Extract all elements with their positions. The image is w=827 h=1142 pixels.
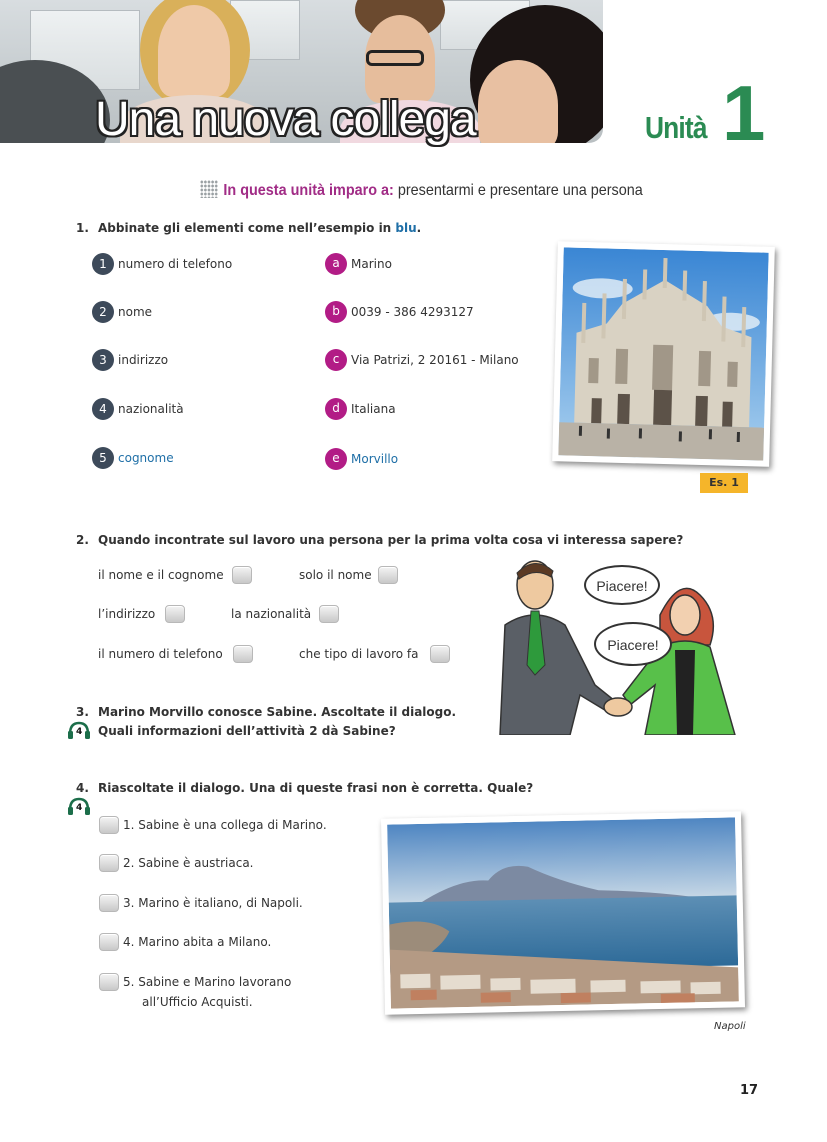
match-option-b-text: 0039 - 386 4293127 <box>351 305 474 319</box>
exercise-4-instruction: Riascoltate il dialogo. Una di queste frasi non è corretta. Quale? <box>98 781 534 795</box>
match-option-c-text: Via Patrizi, 2 20161 - Milano <box>351 353 519 367</box>
checkbox-statement-1[interactable] <box>99 816 119 834</box>
learning-objective <box>200 180 643 200</box>
napoli-photo <box>381 811 745 1014</box>
match-option-a-text: Marino <box>351 257 392 271</box>
exercise-1-instruction <box>98 221 421 235</box>
checkbox-indirizzo[interactable] <box>165 605 185 623</box>
objective-text: presentarmi e presentare una persona <box>397 182 643 199</box>
checkbox-nazionalita[interactable] <box>319 605 339 623</box>
statement-3: 3. Marino è italiano, di Napoli. <box>123 896 303 910</box>
exercise-2-number: 2. <box>76 533 89 547</box>
checkbox-statement-5[interactable] <box>99 973 119 991</box>
letter-badge: b <box>325 301 347 323</box>
audio-track-icon[interactable] <box>67 796 91 816</box>
number-badge: 4 <box>92 398 114 420</box>
option-indirizzo: l’indirizzo <box>98 607 156 621</box>
speech-bubble-left: Piacere! <box>584 565 660 605</box>
number-badge: 5 <box>92 447 114 469</box>
match-item-2 <box>92 301 114 323</box>
match-item-1 <box>92 253 114 275</box>
track-number: 4 <box>76 727 83 737</box>
glasses-icon <box>366 50 424 66</box>
match-item-3-text: indirizzo <box>118 353 169 367</box>
checkbox-statement-2[interactable] <box>99 854 119 872</box>
match-item-4 <box>92 398 114 420</box>
option-tipo-lavoro: che tipo di lavoro fa <box>299 647 419 661</box>
letter-badge: c <box>325 349 347 371</box>
number-badge: 3 <box>92 349 114 371</box>
letter-badge: a <box>325 253 347 275</box>
letter-badge: d <box>325 398 347 420</box>
objective-label: In questa unità imparo a: <box>223 182 394 199</box>
unit-label: Unità <box>645 110 707 145</box>
checkbox-numero-telefono[interactable] <box>233 645 253 663</box>
statement-2: 2. Sabine è austriaca. <box>123 856 254 870</box>
exercise-3-line-1: Marino Morvillo conosce Sabine. Ascoltate il dialogo. <box>98 705 457 719</box>
statement-4: 4. Marino abita a Milano. <box>123 935 272 949</box>
option-numero-telefono: il numero di telefono <box>98 647 223 661</box>
statement-5: 5. Sabine e Marino lavorano <box>123 975 292 989</box>
audio-track-icon[interactable] <box>67 720 91 740</box>
unit-number: 1 <box>722 69 766 157</box>
exercise-tag: Es. 1 <box>700 473 748 493</box>
match-option-e <box>325 448 347 470</box>
exercise-4-number: 4. <box>76 781 89 795</box>
match-item-2-text: nome <box>118 305 153 319</box>
match-item-5-text: cognome <box>118 451 174 465</box>
checkbox-nome-cognome[interactable] <box>232 566 252 584</box>
instruction-text: Abbinate gli elementi come nell’esempio in <box>98 221 392 235</box>
photo-caption: Napoli <box>714 1021 746 1032</box>
checkbox-statement-4[interactable] <box>99 933 119 951</box>
exercise-3-line-2: Quali informazioni dell’attività 2 dà Sabine? <box>98 724 396 738</box>
checkbox-solo-nome[interactable] <box>378 566 398 584</box>
match-item-5 <box>92 447 114 469</box>
person-face <box>478 60 558 143</box>
exercise-3-number: 3. <box>76 705 89 719</box>
exercise-2-instruction: Quando incontrate sul lavoro una persona per la prima volta cosa vi interessa sapere? <box>98 533 684 547</box>
match-option-a <box>325 253 347 275</box>
page-title: Una nuova collega <box>95 93 476 146</box>
instruction-highlight: blu <box>395 221 417 235</box>
match-option-d <box>325 398 347 420</box>
speech-bubble-right: Piacere! <box>594 622 672 666</box>
person-face <box>158 5 230 97</box>
match-option-e-text: Morvillo <box>351 452 399 466</box>
match-item-1-text: numero di telefono <box>118 257 233 271</box>
instruction-period: . <box>416 221 422 235</box>
number-badge: 1 <box>92 253 114 275</box>
match-option-b <box>325 301 347 323</box>
checkbox-statement-3[interactable] <box>99 894 119 912</box>
statement-1: 1. Sabine è una collega di Marino. <box>123 818 327 832</box>
bay-of-naples-image <box>387 817 739 1008</box>
match-option-d-text: Italiana <box>351 402 396 416</box>
duomo-milano-photo <box>552 241 775 467</box>
letter-badge: e <box>325 448 347 470</box>
number-badge: 2 <box>92 301 114 323</box>
match-item-3 <box>92 349 114 371</box>
match-option-c <box>325 349 347 371</box>
statement-5-continued: all’Ufficio Acquisti. <box>142 995 253 1009</box>
checkbox-tipo-lavoro[interactable] <box>430 645 450 663</box>
match-item-4-text: nazionalità <box>118 402 184 416</box>
track-number: 4 <box>76 803 83 813</box>
option-solo-nome: solo il nome <box>299 568 372 582</box>
option-nazionalita: la nazionalità <box>231 607 312 621</box>
page-number: 17 <box>740 1083 759 1098</box>
exercise-1-number: 1. <box>76 221 89 235</box>
cathedral-image <box>558 247 768 460</box>
option-nome-cognome: il nome e il cognome <box>98 568 224 582</box>
dotted-grid-icon <box>200 180 218 198</box>
